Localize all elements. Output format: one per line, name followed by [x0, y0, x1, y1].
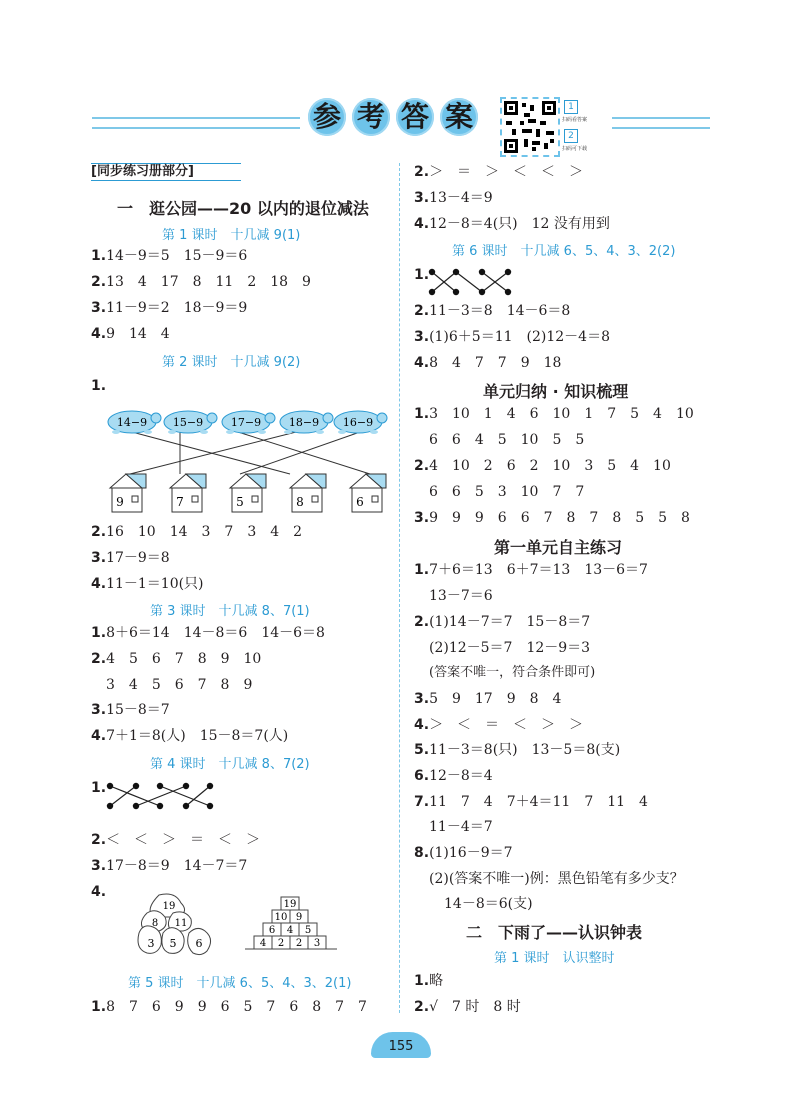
answer-line [414, 613, 590, 631]
page-title [308, 98, 478, 136]
answer-line [91, 273, 311, 291]
answer-line [414, 844, 513, 862]
answer-text: 11－3＝8 14－6＝8 [429, 303, 571, 319]
answer-line [106, 676, 252, 694]
answer-line [91, 701, 170, 719]
tree-number: 3 [147, 937, 155, 950]
answer-text: 16 10 14 3 7 3 4 2 [106, 524, 303, 540]
question-number: 1. [414, 562, 430, 578]
answer-line [91, 523, 302, 541]
question-number: 2. [91, 651, 107, 667]
answer-text: (2)12－5＝7 12－9＝3 [429, 640, 591, 656]
answer-line [414, 716, 583, 734]
answer-text: 3 4 5 6 7 8 9 [106, 677, 253, 693]
answer-line [91, 727, 288, 745]
question-number: 4. [414, 717, 430, 733]
answer-text: 8＋6＝14 14－8＝6 14－6＝8 [106, 625, 325, 641]
question-number: 4. [91, 884, 107, 900]
answer-line [91, 299, 247, 317]
house-number: 9 [116, 495, 124, 509]
review-title: 单元归纳 · 知识梳理 [483, 382, 629, 401]
question-number: 4. [414, 216, 430, 232]
question-number: 2. [91, 274, 107, 290]
dot-matching-figure [428, 268, 528, 298]
answer-line [429, 664, 595, 682]
question-number: 1. [91, 248, 107, 264]
lesson-title: 第 1 课时 十几减 9(1) [162, 228, 301, 243]
answer-line [91, 857, 247, 875]
question-number: 3. [91, 858, 107, 874]
turtle-label: 15−9 [172, 416, 204, 429]
answer-text: 4 5 6 7 8 9 10 [106, 651, 262, 667]
answer-line [91, 779, 106, 797]
answer-line [414, 741, 620, 759]
dot-matching-figure [106, 782, 236, 812]
turtle-label: 16−9 [342, 416, 374, 429]
answer-line [91, 883, 106, 901]
answer-text: 11－4＝7 [429, 819, 493, 835]
pyramid-number: 4 [259, 938, 267, 949]
matching-lines [130, 432, 370, 474]
question-number: 2. [414, 614, 430, 630]
column-divider [399, 163, 400, 1013]
answer-line [414, 561, 648, 579]
answer-text: (1)14－7＝7 15－8＝7 [429, 614, 591, 630]
house-number: 5 [236, 495, 244, 509]
house-number: 6 [356, 495, 364, 509]
answer-text: 5 9 17 9 8 4 [429, 691, 562, 707]
pyramid-number: 4 [286, 925, 294, 936]
answer-text: 9 9 9 6 6 7 8 7 8 5 5 8 [429, 510, 690, 526]
question-number: 1. [91, 378, 107, 394]
answer-text: 6 6 5 3 10 7 7 [429, 484, 585, 500]
question-number: 1. [91, 780, 107, 796]
answer-text: 14－9＝5 15－9＝6 [106, 248, 248, 264]
answer-line [91, 549, 170, 567]
question-number: 4. [91, 326, 107, 342]
answer-line [414, 328, 610, 346]
answer-text: (1)16－9＝7 [429, 845, 513, 861]
answer-text: 8 4 7 7 9 18 [429, 355, 562, 371]
title-char: 考 [352, 98, 390, 136]
question-number: 6. [414, 768, 430, 784]
tree-number: 11 [174, 918, 188, 929]
title-char: 案 [440, 98, 478, 136]
title-char: 答 [396, 98, 434, 136]
answer-line [429, 431, 584, 449]
answer-line [414, 690, 561, 708]
question-number: 8. [414, 845, 430, 861]
question-number: 2. [414, 164, 430, 180]
answer-text: 11 7 4 7＋4＝11 7 11 4 [429, 794, 648, 810]
question-number: 1. [414, 406, 430, 422]
lesson-title: 第 3 课时 十几减 8、7(1) [150, 604, 310, 619]
answer-line [414, 354, 561, 372]
answer-text: 13 4 17 8 11 2 18 9 [106, 274, 311, 290]
page-number: 155 [371, 1032, 431, 1058]
tree-number: 5 [169, 937, 177, 950]
self-practice-title: 第一单元自主练习 [494, 538, 623, 557]
answer-text: 17－8＝9 14－7＝7 [106, 858, 248, 874]
qr-step-text: 扫码看答案 [562, 117, 588, 123]
answer-line [414, 972, 443, 990]
section-label: [同步练习册部分] [91, 163, 241, 181]
answer-line [414, 405, 694, 423]
answer-text: 11－9＝2 18－9＝9 [106, 300, 248, 316]
answer-line [91, 575, 204, 593]
title-char: 参 [308, 98, 346, 136]
turtle-house-figure [100, 402, 390, 514]
number-tree-figure [135, 893, 215, 959]
lesson-title: 第 2 课时 十几减 9(2) [162, 355, 301, 370]
question-number: 3. [414, 190, 430, 206]
number-pyramid-figure [245, 895, 341, 957]
qr-step-number: 1 [564, 100, 578, 114]
answer-text: 7＋1＝8(人) 15－8＝7(人) [106, 728, 289, 744]
answer-text: 12－8＝4 [429, 768, 493, 784]
turtle-label: 14−9 [116, 416, 148, 429]
answer-text: ＞ ＜ ＝ ＜ ＞ ＞ [429, 717, 584, 733]
answer-text: (1)6＋5＝11 (2)12－4＝8 [429, 329, 610, 345]
tree-number: 8 [151, 918, 159, 929]
answer-line [91, 831, 260, 849]
pyramid-number: 2 [277, 938, 285, 949]
answer-line [414, 215, 610, 233]
answer-text: 略 [429, 973, 444, 989]
answer-line [429, 587, 493, 605]
question-number: 3. [414, 329, 430, 345]
header-rule-right [612, 117, 710, 129]
unit-title: 二 下雨了——认识钟表 [466, 923, 643, 942]
lesson-title: 第 5 课时 十几减 6、5、4、3、2(1) [128, 976, 352, 991]
answer-line [414, 767, 493, 785]
answer-line [91, 325, 170, 343]
question-number: 4. [91, 728, 107, 744]
answer-text: (2)(答案不唯一)例：黑色铅笔有多少支？ [429, 871, 684, 887]
answer-text: ＜ ＜ ＞ ＝ ＜ ＞ [106, 832, 261, 848]
tree-number: 6 [195, 937, 203, 950]
qr-code[interactable] [500, 97, 560, 157]
question-number: 2. [91, 832, 107, 848]
answer-text: 11－1＝10(只) [106, 576, 204, 592]
answer-line [414, 793, 648, 811]
turtle-label: 18−9 [288, 416, 320, 429]
answer-text: 17－9＝8 [106, 550, 170, 566]
answer-line [91, 624, 325, 642]
answer-line [414, 163, 583, 181]
tree-number: 19 [162, 901, 176, 912]
question-number: 7. [414, 794, 430, 810]
answer-line [444, 895, 533, 913]
answer-text: 8 7 6 9 9 6 5 7 6 8 7 7 [106, 999, 367, 1015]
qr-code-icon [504, 101, 556, 153]
answer-line [91, 247, 247, 265]
answer-text: 3 10 1 4 6 10 1 7 5 4 10 [429, 406, 694, 422]
pyramid-number: 6 [268, 925, 276, 936]
answer-text: 12－8＝4(只) 12 没有用到 [429, 216, 610, 232]
qr-step-number: 2 [564, 129, 578, 143]
lesson-title: 第 6 课时 十几减 6、5、4、3、2(2) [452, 244, 676, 259]
answer-text: ＞ ＝ ＞ ＜ ＜ ＞ [429, 164, 584, 180]
question-number: 3. [91, 300, 107, 316]
question-number: 2. [414, 458, 430, 474]
answer-text: 4 10 2 6 2 10 3 5 4 10 [429, 458, 671, 474]
question-number: 1. [91, 999, 107, 1015]
answer-note: (答案不唯一，符合条件即可) [429, 665, 596, 680]
question-number: 3. [414, 691, 430, 707]
question-number: 3. [414, 510, 430, 526]
house-number: 7 [176, 495, 184, 509]
pyramid-number: 19 [283, 899, 297, 910]
lesson-title: 第 4 课时 十几减 8、7(2) [150, 757, 310, 772]
question-number: 2. [414, 999, 430, 1015]
answer-text: 11－3＝8(只) 13－5＝8(支) [429, 742, 621, 758]
pyramid-number: 3 [313, 938, 321, 949]
answer-text: √ 7 时 8 时 [429, 999, 521, 1015]
question-number: 3. [91, 550, 107, 566]
question-number: 4. [414, 355, 430, 371]
question-number: 5. [414, 742, 430, 758]
answer-line [91, 377, 106, 395]
question-number: 2. [414, 303, 430, 319]
answer-line [414, 998, 521, 1016]
qr-step-text: 扫码可下载 [562, 146, 588, 152]
turtle-label: 17−9 [230, 416, 262, 429]
pyramid-number: 10 [274, 912, 288, 923]
question-number: 1. [414, 267, 430, 283]
answer-line [429, 483, 584, 501]
question-number: 2. [91, 524, 107, 540]
lesson-title: 第 1 课时 认识整时 [494, 951, 615, 966]
answer-line [429, 818, 493, 836]
answer-text: 13－7＝6 [429, 588, 493, 604]
answer-text: 6 6 4 5 10 5 5 [429, 432, 585, 448]
unit-title: 一 逛公园——20 以内的退位减法 [117, 199, 369, 218]
answer-text: 14－8＝6(支) [444, 896, 533, 912]
pyramid-number: 5 [304, 925, 312, 936]
answer-line [414, 457, 671, 475]
header-rule-left [92, 117, 300, 129]
answer-line [414, 509, 690, 527]
question-number: 1. [91, 625, 107, 641]
question-number: 1. [414, 973, 430, 989]
answer-line [91, 998, 367, 1016]
answer-line [429, 870, 684, 888]
pyramid-number: 2 [295, 938, 303, 949]
answer-text: 15－8＝7 [106, 702, 170, 718]
question-number: 3. [91, 702, 107, 718]
question-number: 4. [91, 576, 107, 592]
answer-line [414, 302, 570, 320]
answer-line [91, 650, 261, 668]
answer-line [414, 266, 429, 284]
answer-text: 13－4＝9 [429, 190, 493, 206]
house-number: 8 [296, 495, 304, 509]
answer-line [429, 639, 590, 657]
answer-text: 7＋6＝13 6＋7＝13 13－6＝7 [429, 562, 648, 578]
pyramid-number: 9 [295, 912, 303, 923]
answer-text: 9 14 4 [106, 326, 170, 342]
qr-info [560, 98, 608, 156]
answer-line [414, 189, 493, 207]
